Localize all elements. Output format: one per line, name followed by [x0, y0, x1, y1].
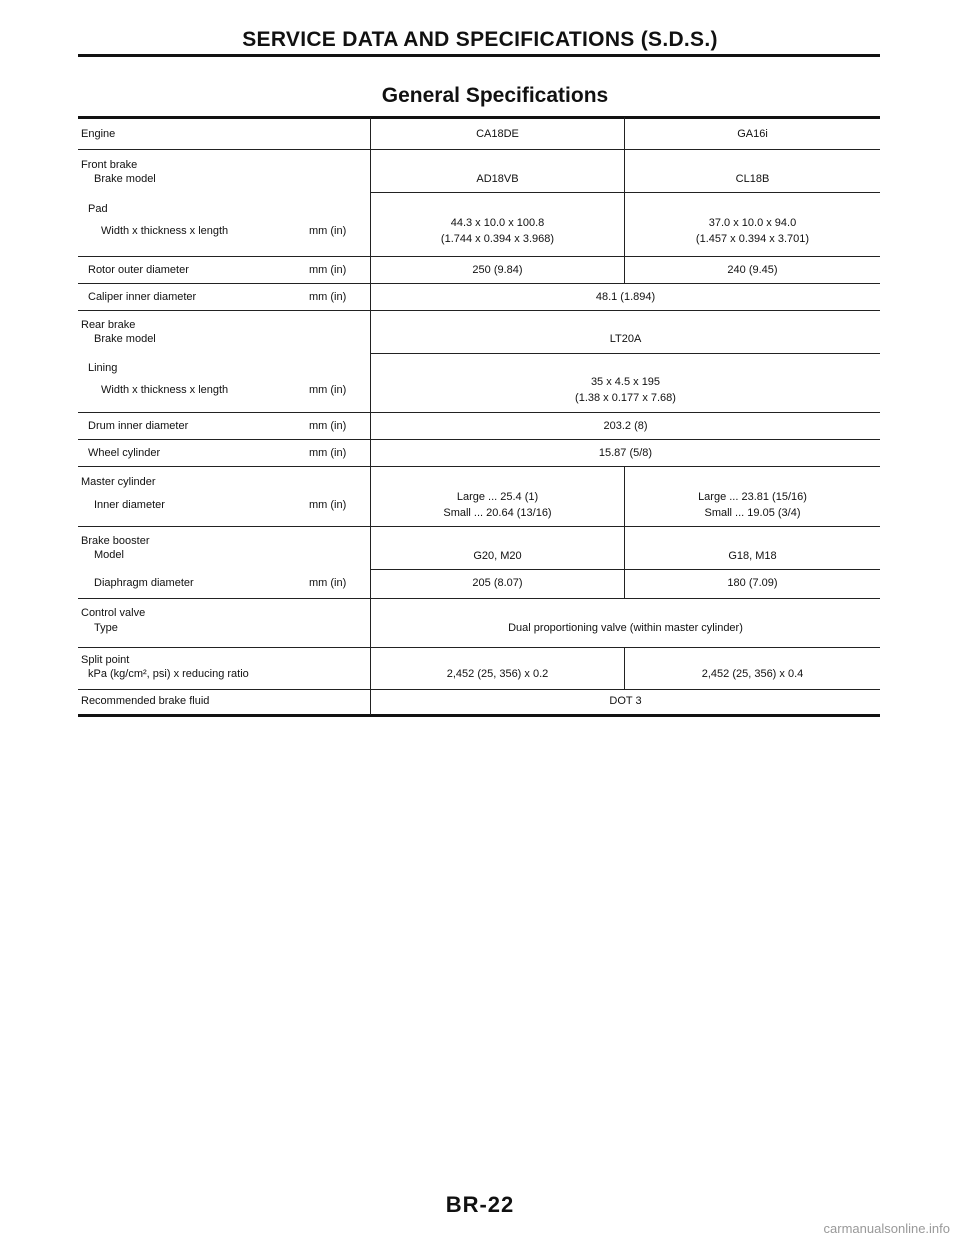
- front-brake-model-ca: AD18VB: [476, 173, 519, 185]
- pad-ga-metric: 37.0 x 10.0 x 94.0: [708, 217, 797, 229]
- split-point-heading: Split point: [81, 654, 130, 666]
- engine-ca18de: CA18DE: [476, 128, 519, 140]
- split-point-unit: kPa (kg/cm², psi) x reducing ratio: [88, 668, 249, 680]
- fluid-label: Recommended brake fluid: [81, 695, 210, 707]
- wheel-cylinder-label: Wheel cylinder: [88, 447, 161, 459]
- row-rule: [78, 412, 880, 413]
- front-brake-model-ga: CL18B: [735, 173, 770, 185]
- control-valve-heading: Control valve: [81, 607, 146, 619]
- drum-value: 203.2 (8): [603, 420, 648, 432]
- fluid-value: DOT 3: [609, 695, 642, 707]
- row-rule: [78, 283, 880, 284]
- lining-metric: 35 x 4.5 x 195: [590, 376, 661, 388]
- column-rule: [624, 117, 625, 284]
- master-inner-label: Inner diameter: [94, 499, 165, 511]
- table-title: General Specifications: [381, 84, 609, 107]
- diaphragm-unit: mm (in): [309, 577, 347, 589]
- row-rule: [78, 598, 880, 599]
- diaphragm-ca: 205 (8.07): [472, 577, 523, 589]
- rotor-label: Rotor outer diameter: [88, 264, 189, 276]
- pad-label: Pad: [88, 203, 108, 215]
- master-ca-small: Small ... 20.64 (13/16): [443, 507, 552, 519]
- rear-brake-model-label: Brake model: [94, 333, 156, 345]
- wheel-cylinder-value: 15.87 (5/8): [598, 447, 653, 459]
- split-point-ca: 2,452 (25, 356) x 0.2: [446, 668, 549, 680]
- booster-model-label: Model: [94, 549, 124, 561]
- rear-brake-heading: Rear brake: [81, 319, 136, 331]
- row-rule: [78, 526, 880, 527]
- booster-model-ca: G20, M20: [473, 550, 522, 562]
- row-rule: [78, 466, 880, 467]
- master-inner-unit: mm (in): [309, 499, 347, 511]
- wheel-cylinder-unit: mm (in): [309, 447, 347, 459]
- table-bottom-rule: [78, 714, 880, 717]
- booster-heading: Brake booster: [81, 535, 150, 547]
- table-top-rule: [78, 116, 880, 119]
- caliper-label: Caliper inner diameter: [88, 291, 197, 303]
- pad-unit: mm (in): [309, 225, 347, 237]
- rear-brake-model-value: LT20A: [609, 333, 642, 345]
- caliper-unit: mm (in): [309, 291, 347, 303]
- diaphragm-label: Diaphragm diameter: [94, 577, 194, 589]
- rotor-unit: mm (in): [309, 264, 347, 276]
- rotor-ca: 250 (9.84): [472, 264, 523, 276]
- row-rule: [78, 647, 880, 648]
- booster-model-ga: G18, M18: [728, 550, 777, 562]
- title-rule: [78, 54, 880, 57]
- section-title: SERVICE DATA AND SPECIFICATIONS (S.D.S.): [242, 28, 718, 51]
- split-point-ga: 2,452 (25, 356) x 0.4: [701, 668, 804, 680]
- lining-unit: mm (in): [309, 384, 347, 396]
- engine-ga16i: GA16i: [737, 128, 768, 140]
- drum-label: Drum inner diameter: [88, 420, 189, 432]
- watermark-text: carmanualsonline.info: [823, 1221, 950, 1236]
- row-rule: [370, 353, 880, 354]
- row-rule: [78, 689, 880, 690]
- row-rule: [370, 569, 880, 570]
- row-rule: [78, 256, 880, 257]
- lining-imperial: (1.38 x 0.177 x 7.68): [575, 392, 676, 404]
- control-valve-type-value: Dual proportioning valve (within master cylinder): [508, 622, 743, 634]
- master-cylinder-heading: Master cylinder: [81, 476, 156, 488]
- row-rule: [78, 149, 880, 150]
- master-ga-large: Large ... 23.81 (15/16): [698, 491, 807, 503]
- lining-dims-label: Width x thickness x length: [101, 384, 229, 396]
- row-rule: [78, 310, 880, 311]
- pad-ca-metric: 44.3 x 10.0 x 100.8: [450, 217, 545, 229]
- diaphragm-ga: 180 (7.09): [727, 577, 778, 589]
- row-rule: [370, 192, 880, 193]
- front-brake-model-label: Brake model: [94, 173, 156, 185]
- drum-unit: mm (in): [309, 420, 347, 432]
- rotor-ga: 240 (9.45): [727, 264, 778, 276]
- row-rule: [78, 439, 880, 440]
- pad-dims-label: Width x thickness x length: [101, 225, 229, 237]
- front-brake-heading: Front brake: [81, 159, 138, 171]
- page-number: BR-22: [445, 1192, 515, 1217]
- engine-label: Engine: [81, 128, 116, 140]
- master-ca-large: Large ... 25.4 (1): [456, 491, 539, 503]
- pad-ga-imperial: (1.457 x 0.394 x 3.701): [695, 233, 810, 245]
- control-valve-type-label: Type: [94, 622, 118, 634]
- lining-label: Lining: [88, 362, 118, 374]
- pad-ca-imperial: (1.744 x 0.394 x 3.968): [440, 233, 555, 245]
- caliper-value: 48.1 (1.894): [595, 291, 656, 303]
- master-ga-small: Small ... 19.05 (3/4): [704, 507, 801, 519]
